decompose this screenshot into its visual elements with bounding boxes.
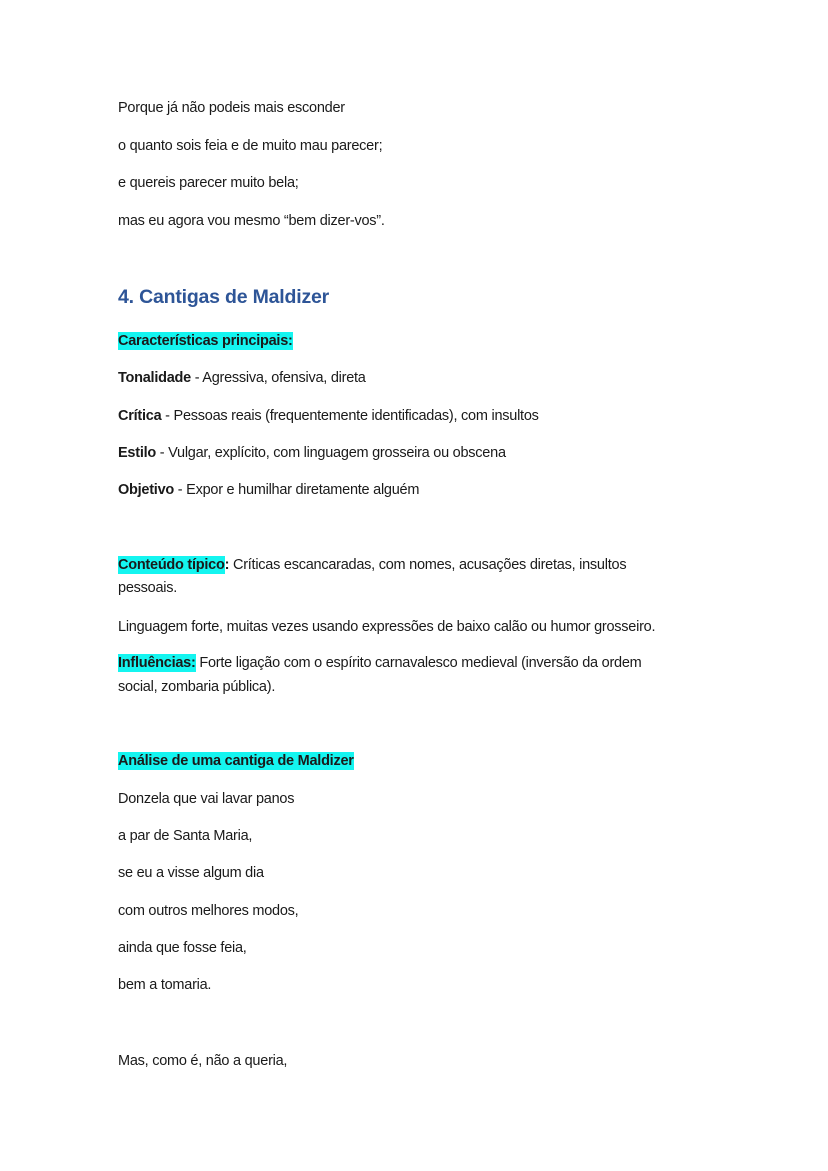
analysis-label xyxy=(118,751,354,771)
poem-line: mas eu agora vou mesmo “bem dizer-vos”. xyxy=(118,213,385,229)
content-paragraph-cont: pessoais. xyxy=(118,580,178,596)
poem-line: se eu a visse algum dia xyxy=(118,865,264,881)
influences-label: Influências: xyxy=(118,655,196,671)
poem-line: Donzela que vai lavar panos xyxy=(118,791,295,807)
highlighted-label: Análise de uma cantiga de Maldizer xyxy=(118,753,354,769)
language-paragraph: Linguagem forte, muitas vezes usando expressões de baixo calão ou humor grosseiro. xyxy=(118,619,656,635)
poem-line: Porque já não podeis mais esconder xyxy=(118,100,345,116)
poem-line: o quanto sois feia e de muito mau parecer; xyxy=(118,138,383,154)
influences-text: Forte ligação com o espírito carnavalesco medieval (inversão da ordem xyxy=(195,655,642,671)
highlighted-label: Características principais: xyxy=(118,333,293,349)
term: Estilo xyxy=(118,445,156,461)
characteristics-label xyxy=(118,331,293,351)
content-label: Conteúdo típico xyxy=(118,557,225,573)
description: - Pessoas reais (frequentemente identificadas), com insultos xyxy=(161,408,539,424)
influences-paragraph xyxy=(118,653,642,673)
characteristic-item xyxy=(118,443,506,463)
description: - Vulgar, explícito, com linguagem grosseira ou obscena xyxy=(155,445,506,461)
term: Crítica xyxy=(118,408,162,424)
characteristic-item xyxy=(118,480,419,500)
characteristic-item xyxy=(118,406,539,426)
poem-line: a par de Santa Maria, xyxy=(118,828,253,844)
poem-line: e quereis parecer muito bela; xyxy=(118,175,299,191)
description: - Agressiva, ofensiva, direta xyxy=(190,370,366,386)
description: - Expor e humilhar diretamente alguém xyxy=(174,482,420,498)
poem-line: ainda que fosse feia, xyxy=(118,940,247,956)
characteristic-item xyxy=(118,368,366,388)
poem-line: bem a tomaria. xyxy=(118,977,212,993)
section-heading: 4. Cantigas de Maldizer xyxy=(118,286,330,308)
content-text: Críticas escancaradas, com nomes, acusações diretas, insultos xyxy=(229,557,627,573)
influences-paragraph-cont: social, zombaria pública). xyxy=(118,679,276,695)
colon: : xyxy=(224,557,230,573)
poem-line: Mas, como é, não a queria, xyxy=(118,1053,288,1069)
content-paragraph xyxy=(118,555,626,575)
term: Tonalidade xyxy=(118,370,191,386)
term: Objetivo xyxy=(118,482,175,498)
poem-line: com outros melhores modos, xyxy=(118,903,299,919)
